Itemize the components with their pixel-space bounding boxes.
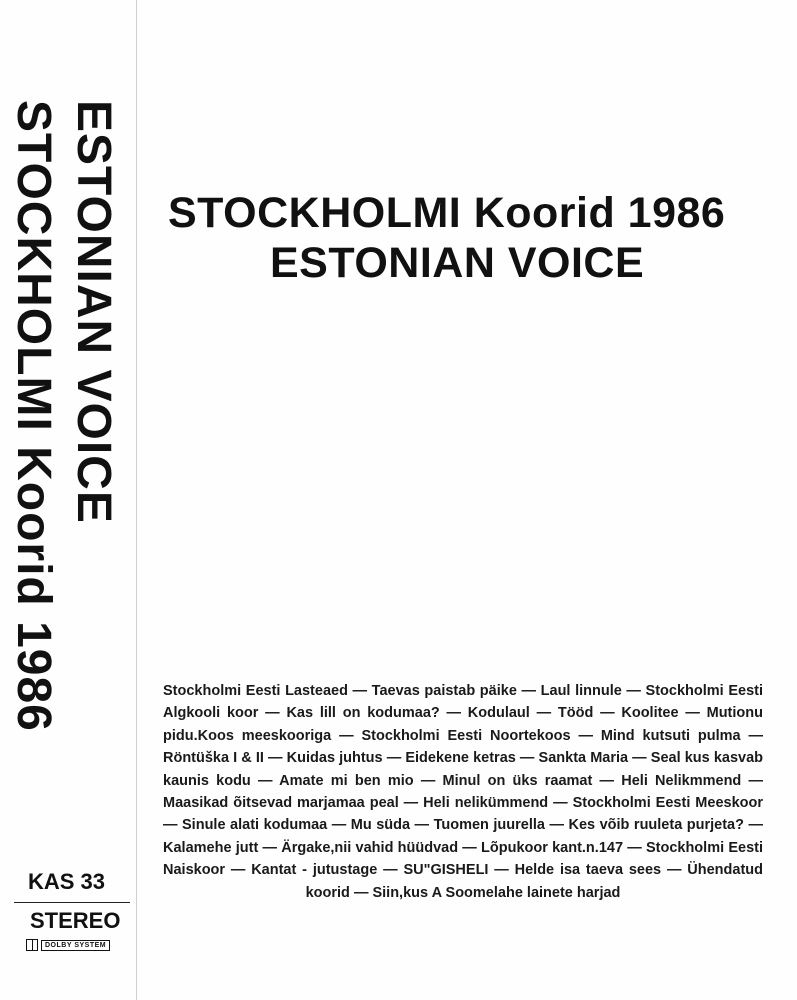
spine-title xyxy=(0,100,128,815)
spine-fold-line xyxy=(136,0,137,1000)
spine-title-line-2: ESTONIAN VOICE xyxy=(67,100,120,524)
front-title-line-2: ESTONIAN VOICE xyxy=(270,239,645,287)
tracklist: Stockholmi Eesti Lasteaed — Taevas paistab päike — Laul linnule — Stockholmi Eesti Algkooli koor — Kas lill on kodumaa? — Kodulaul — Tööd — Koolitee — Mutionu pidu.Koos meeskooriga — Stockholmi Eesti Noortekoos — Mind kutsuti pulma — Röntüška I & II — Kuidas juhtus — Eidekene ketras — Sankta Maria — Seal kus kasvab kaunis kodu — Amate mi ben mio — Minul on üks raamat — Heli Nelikmmend — Maasikad õitsevad marjamaa peal — Heli nelikümmend — Stockholmi Eesti Meeskoor — Sinule alati kodumaa — Mu süda — Tuomen juurella — Kes võib ruuleta purjeta? — Kalamehe jutt — Ärgake,nii vahid hüüdvad — Lõpukoor kant.n.147 — Stockholmi Eesti Naiskoor — Kantat - jutustage — SU"GISHELI — Helde isa taeva sees — Ühendatud koorid — Siin,kus A Soomelahe lainete harjad xyxy=(163,683,763,901)
dolby-label: DOLBY SYSTEM xyxy=(41,940,110,951)
stereo-label: STEREO xyxy=(30,908,121,933)
dolby-logo xyxy=(26,939,110,951)
spine-divider-rule xyxy=(14,902,130,903)
spine-title-line-1: STOCKHOLMI Koorid 1986 xyxy=(7,100,60,732)
spine-panel xyxy=(0,0,137,1000)
front-title xyxy=(168,188,768,288)
front-title-line-1: STOCKHOLMI Koorid 1986 xyxy=(168,189,726,237)
dolby-double-d-icon xyxy=(26,939,38,951)
catalog-code: KAS 33 xyxy=(28,869,106,894)
